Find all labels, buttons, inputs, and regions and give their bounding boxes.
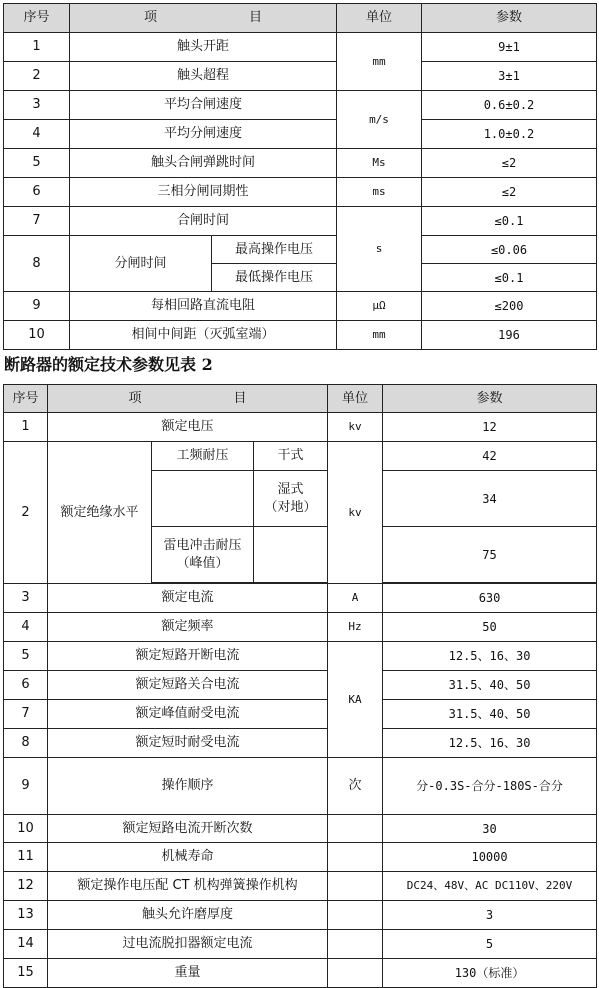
item-cell: 分闸时间 — [70, 236, 212, 292]
subitem-cell: 干式 — [254, 442, 328, 471]
param-cell: 3±1 — [422, 62, 597, 91]
param-cell: ≤0.1 — [422, 264, 597, 292]
unit-cell-empty — [328, 959, 383, 988]
param-cell: 31.5、40、50 — [383, 671, 597, 700]
item-cell: 额定频率 — [48, 613, 328, 642]
item-cell: 机械寿命 — [48, 843, 328, 872]
seq-cell: 6 — [4, 671, 48, 700]
table-row — [4, 584, 597, 613]
table-row — [4, 91, 597, 120]
item-cell: 三相分闸同期性 — [70, 178, 337, 207]
table-row — [4, 815, 597, 843]
unit-cell: kv — [328, 413, 383, 442]
seq-cell: 13 — [4, 901, 48, 930]
param-cell: 12.5、16、30 — [383, 729, 597, 758]
table-row — [4, 843, 597, 872]
item-cell: 相间中间距（灭弧室端） — [70, 321, 337, 350]
unit-cell: Hz — [328, 613, 383, 642]
table-row — [4, 207, 597, 236]
table-row — [4, 729, 597, 758]
table-row — [4, 671, 597, 700]
seq-cell: 2 — [4, 62, 70, 91]
seq-cell: 3 — [4, 584, 48, 613]
param-cell: ≤2 — [422, 178, 597, 207]
subitem-cell: 最低操作电压 — [212, 264, 337, 292]
seq-cell: 12 — [4, 872, 48, 901]
table-row — [4, 959, 597, 988]
unit-cell: Ms — [337, 149, 422, 178]
item-cell: 额定峰值耐受电流 — [48, 700, 328, 729]
param-cell: 分-0.3S-合分-180S-合分 — [383, 758, 597, 815]
item-cell: 触头开距 — [70, 33, 337, 62]
table-row — [4, 901, 597, 930]
item-cell: 重量 — [48, 959, 328, 988]
item-cell: 额定短路开断电流 — [48, 642, 328, 671]
table-header-row — [4, 385, 597, 413]
seq-cell: 4 — [4, 120, 70, 149]
unit-cell: mm — [337, 33, 422, 91]
param-cell: 130（标准） — [383, 959, 597, 988]
unit-cell-empty — [328, 843, 383, 872]
table-row — [4, 321, 597, 350]
item-cell: 合闸时间 — [70, 207, 337, 236]
table-row — [4, 149, 597, 178]
table-row — [4, 413, 597, 442]
table-row — [4, 33, 597, 62]
seq-cell: 8 — [4, 236, 70, 292]
header-seq: 序号 — [4, 385, 48, 413]
subitem-cell: 最高操作电压 — [212, 236, 337, 264]
param-cell: 10000 — [383, 843, 597, 872]
seq-cell: 1 — [4, 33, 70, 62]
param-cell: ≤200 — [422, 292, 597, 321]
param-cell: 1.0±0.2 — [422, 120, 597, 149]
subitem-cell-empty — [152, 471, 254, 527]
param-cell: 50 — [383, 613, 597, 642]
param-cell: ≤0.06 — [422, 236, 597, 264]
seq-cell: 5 — [4, 642, 48, 671]
subitem-cell: 工频耐压 — [152, 442, 254, 471]
subitem-cell: 湿式 （对地） — [254, 471, 328, 527]
param-cell: 3 — [383, 901, 597, 930]
param-cell: 75 — [383, 527, 597, 583]
header-item: 项 目 — [48, 385, 328, 413]
unit-cell: A — [328, 584, 383, 613]
unit-cell: kv — [328, 442, 383, 584]
parameter-table-1 — [3, 3, 597, 350]
table-row — [4, 930, 597, 959]
param-cell: DC24、48V、AC DC110V、220V — [383, 872, 597, 901]
table-row — [4, 292, 597, 321]
item-cell: 额定短路关合电流 — [48, 671, 328, 700]
seq-cell: 7 — [4, 700, 48, 729]
header-item: 项 目 — [70, 4, 337, 33]
param-cell: 12.5、16、30 — [383, 642, 597, 671]
param-cell: 630 — [383, 584, 597, 613]
table-row — [4, 758, 597, 815]
seq-cell: 10 — [4, 815, 48, 843]
table-2-caption: 断路器的额定技术参数见表 2 — [4, 355, 213, 374]
unit-cell: KA — [328, 642, 383, 758]
item-cell: 过电流脱扣器额定电流 — [48, 930, 328, 959]
unit-cell: 次 — [328, 758, 383, 815]
item-cell: 额定绝缘水平 — [48, 442, 152, 584]
table-row — [4, 613, 597, 642]
parameter-table-2 — [3, 384, 597, 988]
seq-cell: 9 — [4, 758, 48, 815]
table-row — [4, 872, 597, 901]
table-row — [4, 62, 597, 91]
param-cell: 42 — [383, 442, 597, 471]
seq-cell: 6 — [4, 178, 70, 207]
unit-cell: mm — [337, 321, 422, 350]
item-cell: 额定短路电流开断次数 — [48, 815, 328, 843]
item-cell: 操作顺序 — [48, 758, 328, 815]
param-cell: 31.5、40、50 — [383, 700, 597, 729]
seq-cell: 2 — [4, 442, 48, 584]
seq-cell: 1 — [4, 413, 48, 442]
table-row — [4, 120, 597, 149]
header-param: 参数 — [383, 385, 597, 413]
table-header-row — [4, 4, 597, 33]
param-cell: ≤2 — [422, 149, 597, 178]
unit-cell-empty — [328, 901, 383, 930]
item-cell: 平均分闸速度 — [70, 120, 337, 149]
item-cell: 平均合闸速度 — [70, 91, 337, 120]
seq-cell: 4 — [4, 613, 48, 642]
item-cell: 额定操作电压配 CT 机构弹簧操作机构 — [48, 872, 328, 901]
seq-cell: 11 — [4, 843, 48, 872]
unit-cell-empty — [328, 930, 383, 959]
unit-cell: m/s — [337, 91, 422, 149]
item-cell: 触头合闸弹跳时间 — [70, 149, 337, 178]
item-cell: 额定短时耐受电流 — [48, 729, 328, 758]
seq-cell: 10 — [4, 321, 70, 350]
item-cell: 触头超程 — [70, 62, 337, 91]
header-seq: 序号 — [4, 4, 70, 33]
table-row — [4, 442, 597, 471]
header-param: 参数 — [422, 4, 597, 33]
header-unit: 单位 — [328, 385, 383, 413]
subitem-cell-empty — [254, 527, 328, 583]
unit-cell: ms — [337, 178, 422, 207]
param-cell: 30 — [383, 815, 597, 843]
table-row — [4, 642, 597, 671]
unit-cell: μΩ — [337, 292, 422, 321]
unit-cell-empty — [328, 815, 383, 843]
param-cell: 9±1 — [422, 33, 597, 62]
param-cell: ≤0.1 — [422, 207, 597, 236]
item-cell: 触头允许磨厚度 — [48, 901, 328, 930]
param-cell: 196 — [422, 321, 597, 350]
table-row — [4, 236, 597, 264]
item-cell: 每相回路直流电阻 — [70, 292, 337, 321]
unit-cell-empty — [328, 872, 383, 901]
seq-cell: 7 — [4, 207, 70, 236]
table-row — [4, 178, 597, 207]
param-cell: 0.6±0.2 — [422, 91, 597, 120]
param-cell: 12 — [383, 413, 597, 442]
table-row — [4, 700, 597, 729]
header-unit: 单位 — [337, 4, 422, 33]
param-cell: 5 — [383, 930, 597, 959]
unit-cell: s — [337, 207, 422, 292]
subitem-cell: 雷电冲击耐压 （峰值） — [152, 527, 254, 583]
seq-cell: 5 — [4, 149, 70, 178]
item-cell: 额定电压 — [48, 413, 328, 442]
seq-cell: 15 — [4, 959, 48, 988]
seq-cell: 9 — [4, 292, 70, 321]
seq-cell: 3 — [4, 91, 70, 120]
param-cell: 34 — [383, 471, 597, 527]
item-cell: 额定电流 — [48, 584, 328, 613]
seq-cell: 8 — [4, 729, 48, 758]
seq-cell: 14 — [4, 930, 48, 959]
